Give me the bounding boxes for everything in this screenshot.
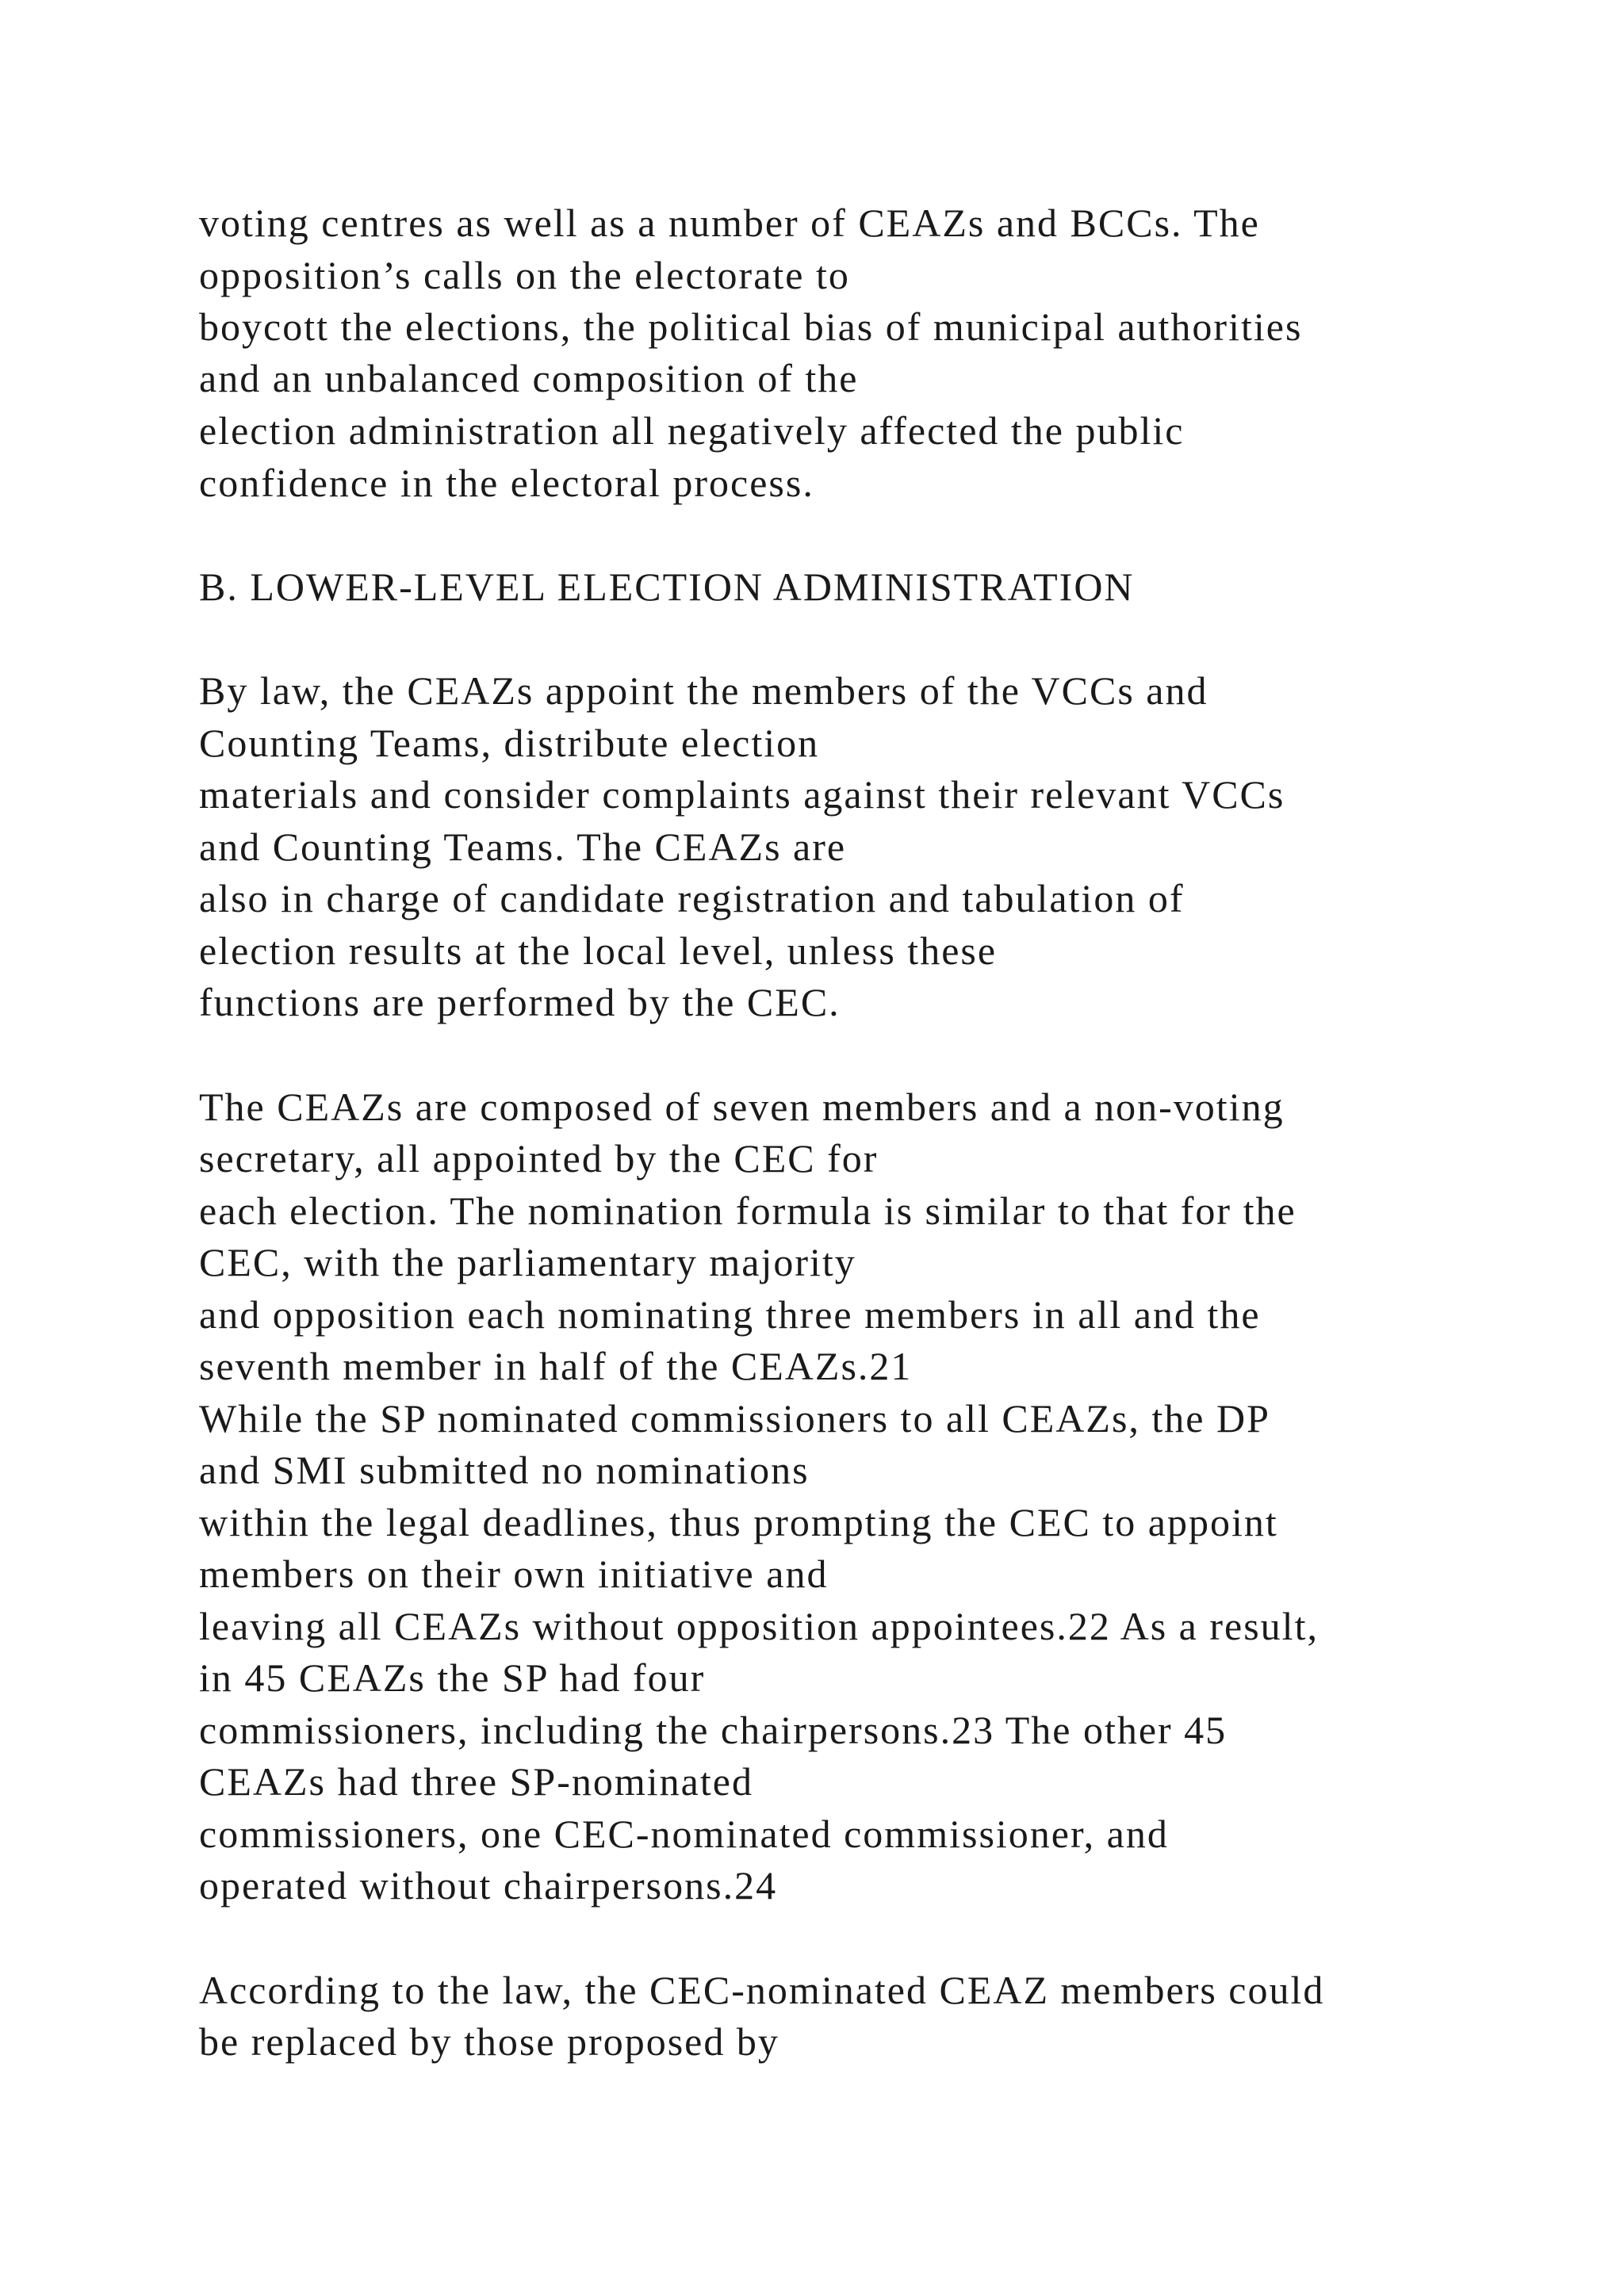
paragraph-4-line-2: be replaced by those proposed by (199, 2019, 779, 2064)
paragraph-2-line-6: election results at the local level, unless these (199, 928, 998, 973)
paragraph-3-line-12: in 45 CEAZs the SP had four (199, 1655, 706, 1700)
paragraph-2-line-4: and Counting Teams. The CEAZs are (199, 825, 847, 869)
paragraph-2-line-7: functions are performed by the CEC. (199, 980, 841, 1024)
paragraph-3-line-16: operated without chairpersons.24 (199, 1863, 778, 1908)
paragraph-3-line-14: CEAZs had three SP-nominated (199, 1759, 753, 1804)
paragraph-4-line-1: According to the law, the CEC-nominated CEAZ members could (199, 1968, 1325, 2012)
paragraph-3-line-5: and opposition each nominating three members in all and the (199, 1292, 1261, 1337)
paragraph-3-line-4: CEC, with the parliamentary majority (199, 1240, 856, 1284)
paragraph-2-line-3: materials and consider complaints against their relevant VCCs (199, 772, 1285, 817)
paragraph-2-line-2: Counting Teams, distribute election (199, 721, 820, 765)
paragraph-3-line-1: The CEAZs are composed of seven members and a non-voting (199, 1085, 1285, 1129)
paragraph-3-line-6: seventh member in half of the CEAZs.21 (199, 1344, 913, 1388)
section-heading: B. LOWER-LEVEL ELECTION ADMINISTRATION (199, 564, 1135, 609)
paragraph-3-line-11: leaving all CEAZs without opposition appointees.22 As a result, (199, 1604, 1319, 1648)
paragraph-3-line-15: commissioners, one CEC-nominated commissioner, and (199, 1812, 1169, 1856)
paragraph-1-line-5: election administration all negatively affected the public (199, 408, 1185, 453)
paragraph-3-line-13: commissioners, including the chairpersons.23 The other 45 (199, 1708, 1228, 1752)
paragraph-1-line-4: and an unbalanced composition of the (199, 356, 859, 400)
paragraph-1-line-1: voting centres as well as a number of CEAZs and BCCs. The (199, 201, 1260, 245)
paragraph-3-line-9: within the legal deadlines, thus prompting the CEC to appoint (199, 1500, 1278, 1544)
paragraph-1-line-2: opposition’s calls on the electorate to (199, 253, 850, 297)
paragraph-3-line-8: and SMI submitted no nominations (199, 1448, 810, 1492)
paragraph-1-line-3: boycott the elections, the political bias of municipal authorities (199, 304, 1303, 349)
paragraph-1-line-6: confidence in the electoral process. (199, 461, 814, 505)
paragraph-3-line-7: While the SP nominated commissioners to all CEAZs, the DP (199, 1396, 1270, 1441)
paragraph-3-line-3: each election. The nomination formula is similar to that for the (199, 1188, 1297, 1233)
paragraph-2-line-1: By law, the CEAZs appoint the members of the VCCs and (199, 668, 1208, 713)
paragraph-2-line-5: also in charge of candidate registration and tabulation of (199, 876, 1185, 920)
paragraph-3-line-2: secretary, all appointed by the CEC for (199, 1136, 879, 1181)
paragraph-3-line-10: members on their own initiative and (199, 1552, 829, 1596)
